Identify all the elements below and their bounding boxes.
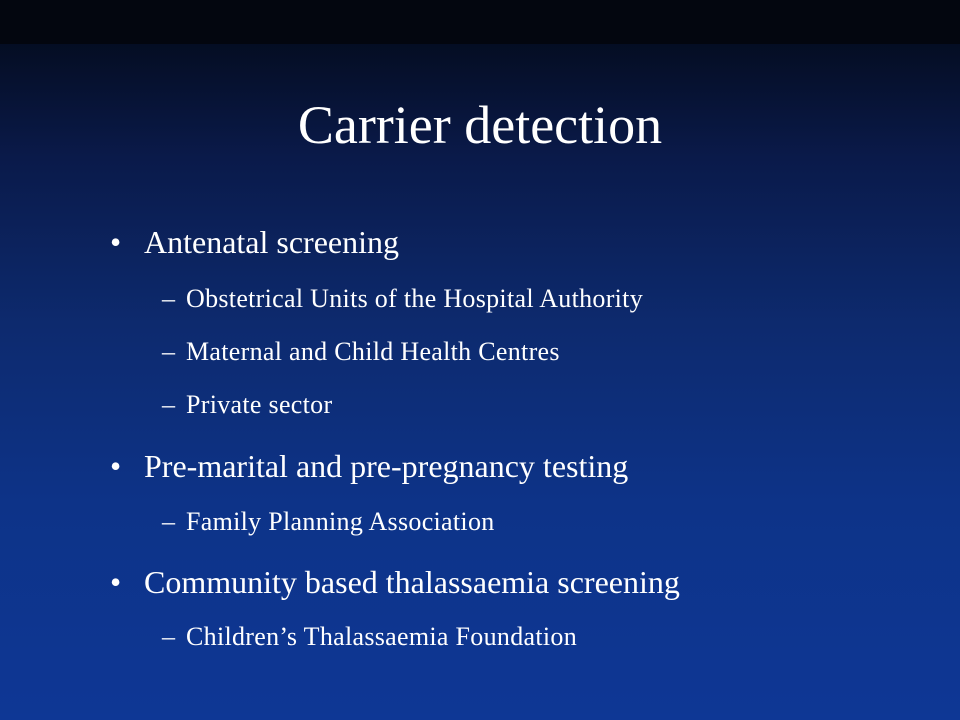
dash-icon: – (162, 507, 176, 536)
subitem-label: Private sector (186, 390, 333, 419)
bullet-icon: • (110, 564, 122, 600)
subitem-label: Family Planning Association (186, 507, 495, 536)
subitem-label: Maternal and Child Health Centres (186, 337, 560, 366)
bullet-icon: • (110, 448, 122, 484)
dash-icon: – (162, 284, 176, 313)
bullet-icon: • (110, 224, 122, 260)
bullet-label: Pre-marital and pre-pregnancy testing (144, 448, 629, 484)
top-band (0, 0, 960, 44)
dash-icon: – (162, 337, 176, 366)
bullet-label: Antenatal screening (144, 224, 399, 260)
subitem-label: Children’s Thalassaemia Foundation (186, 622, 577, 651)
subitem-label: Obstetrical Units of the Hospital Authority (186, 284, 644, 313)
bullet-label: Community based thalassaemia screening (144, 564, 680, 600)
dash-icon: – (162, 390, 176, 419)
slide-title: Carrier detection (297, 95, 663, 155)
dash-icon: – (162, 622, 176, 651)
